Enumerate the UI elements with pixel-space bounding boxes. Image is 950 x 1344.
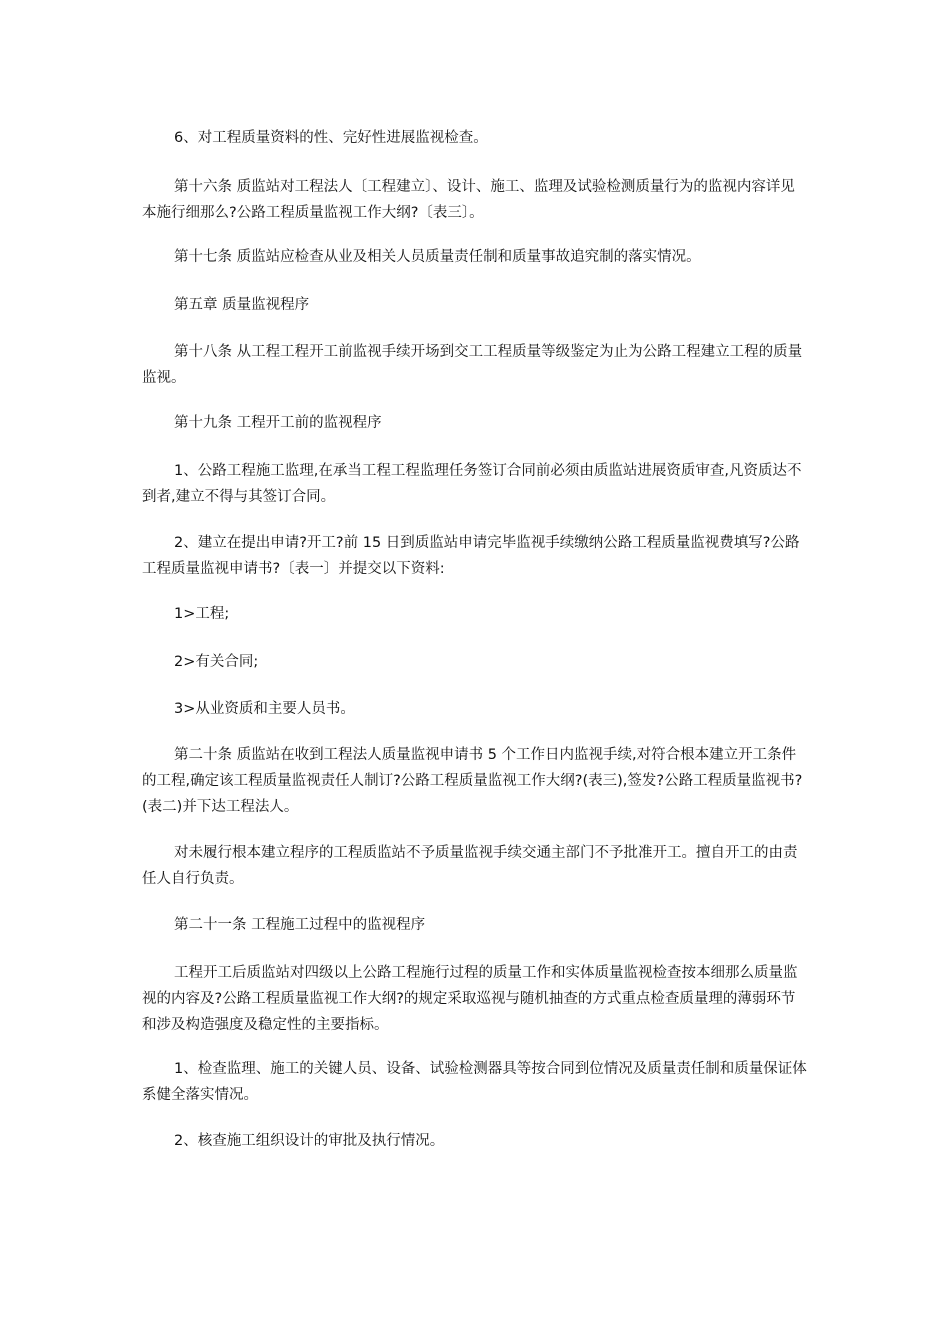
paragraph: 工程开工后质监站对四级以上公路工程施行过程的质量工作和实体质量监视检查按本细那么质量监视的内容及?公路工程质量监视工作大纲?的规定采取巡视与随机抽查的方式重点检查质量理的薄弱环节和涉及构造强度及稳定性的主要指标。 [142,965,798,1033]
list-item: 3>从业资质和主要人员书。 [174,701,355,717]
paragraph: 6、对工程质量资料的性、完好性进展监视检查。 [174,130,488,146]
paragraph: 1、公路工程施工监理,在承当工程工程监理任务签订合同前必须由质监站进展资质审查,凡资质达不到者,建立不得与其签订合同。 [142,463,802,505]
paragraph: 1、检查监理、施工的关键人员、设备、试验检测器具等按合同到位情况及质量责任制和质量保证体系健全落实情况。 [142,1061,807,1103]
paragraph: 2、核查施工组织设计的审批及执行情况。 [174,1133,445,1149]
paragraph: 2、建立在提出申请?开工?前 15 日到质监站申请完毕监视手续缴纳公路工程质量监视费填写?公路工程质量监视申请书?〔表一〕并提交以下资料: [142,535,800,577]
paragraph: 第十七条 质监站应检查从业及相关人员质量责任制和质量事故追究制的落实情况。 [174,249,701,265]
list-item: 1>工程; [174,606,230,622]
paragraph: 第十九条 工程开工前的监视程序 [174,415,382,431]
paragraph: 第二十条 质监站在收到工程法人质量监视申请书 5 个工作日内监视手续,对符合根本建立开工条件的工程,确定该工程质量监视责任人制订?公路工程质量监视工作大纲?(表三),签发?公路工程质量监视书?(表二)并下达工程法人。 [142,747,803,815]
list-item: 2>有关合同; [174,654,259,670]
paragraph: 对未履行根本建立程序的工程质监站不予质量监视手续交通主部门不予批准开工。擅自开工的由责任人自行负责。 [142,845,798,887]
paragraph: 第二十一条 工程施工过程中的监视程序 [174,917,426,933]
chapter-heading: 第五章 质量监视程序 [174,297,310,313]
paragraph: 第十八条 从工程工程开工前监视手续开场到交工工程质量等级鉴定为止为公路工程建立工程的质量监视。 [142,344,803,386]
paragraph: 第十六条 质监站对工程法人〔工程建立〕、设计、施工、监理及试验检测质量行为的监视内容详见本施行细那么?公路工程质量监视工作大纲?〔表三〕。 [142,179,795,221]
